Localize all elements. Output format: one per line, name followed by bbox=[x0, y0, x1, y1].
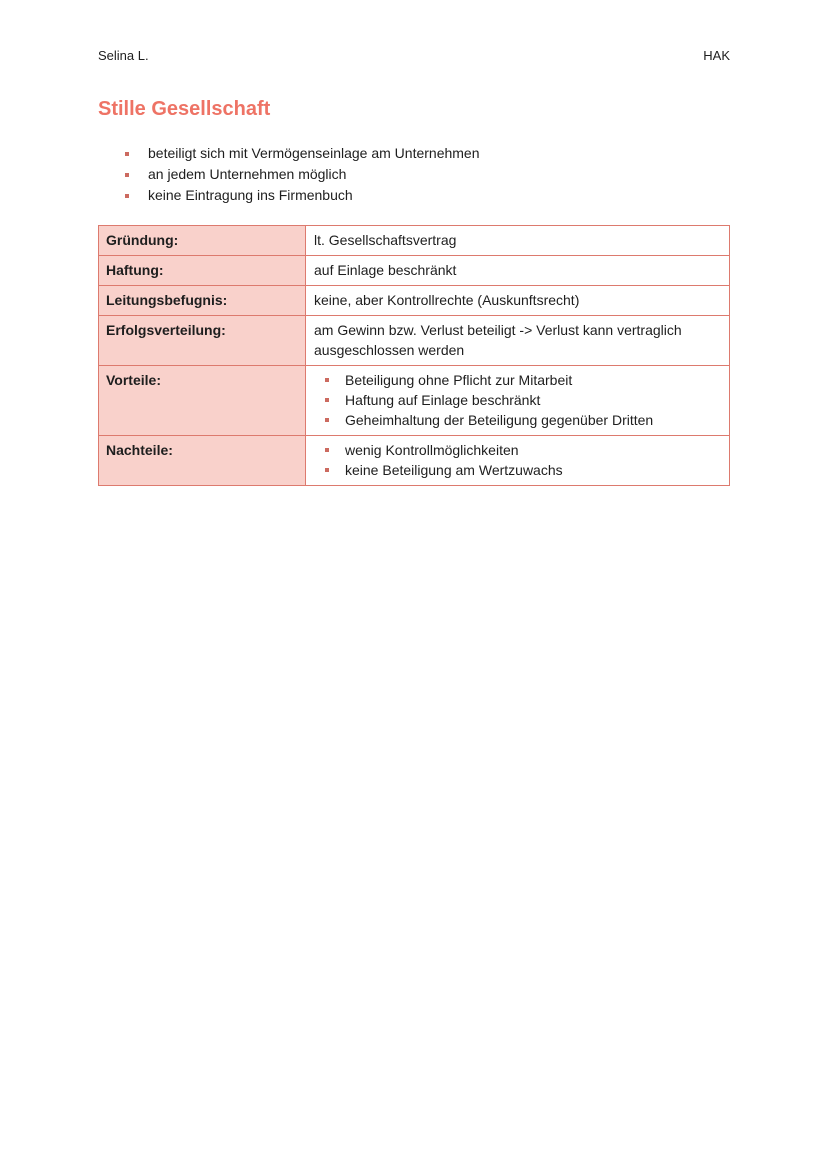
square-bullet-icon bbox=[325, 468, 329, 472]
table-row-label: Nachteile: bbox=[99, 436, 306, 485]
list-item bbox=[98, 185, 730, 206]
list-item bbox=[314, 390, 721, 410]
table-row-label: Vorteile: bbox=[99, 366, 306, 435]
table-row-label: Gründung: bbox=[99, 226, 306, 255]
list-item-text: keine Eintragung ins Firmenbuch bbox=[148, 187, 353, 203]
list-item bbox=[314, 370, 721, 390]
intro-bullet-list bbox=[98, 143, 730, 206]
table-row-value: keine, aber Kontrollrechte (Auskunftsrecht) bbox=[314, 292, 580, 308]
list-item bbox=[314, 440, 721, 460]
square-bullet-icon bbox=[325, 378, 329, 382]
square-bullet-icon bbox=[125, 173, 129, 177]
table-row bbox=[99, 436, 729, 485]
table-row bbox=[99, 256, 729, 286]
table-row-label: Erfolgsverteilung: bbox=[99, 316, 306, 365]
table-row-value: lt. Gesellschaftsvertrag bbox=[314, 232, 457, 248]
cell-bullet-list bbox=[314, 440, 721, 480]
list-item-text: keine Beteiligung am Wertzuwachs bbox=[345, 462, 563, 478]
square-bullet-icon bbox=[125, 194, 129, 198]
table-row-value: am Gewinn bzw. Verlust beteiligt -> Verlust kann vertraglich ausgeschlossen werden bbox=[314, 322, 682, 358]
square-bullet-icon bbox=[325, 398, 329, 402]
header-school: HAK bbox=[703, 48, 730, 63]
list-item-text: wenig Kontrollmöglichkeiten bbox=[345, 442, 519, 458]
header-author: Selina L. bbox=[98, 48, 149, 63]
list-item-text: an jedem Unternehmen möglich bbox=[148, 166, 347, 182]
table-row-value bbox=[306, 436, 729, 485]
page-title: Stille Gesellschaft bbox=[98, 98, 271, 120]
square-bullet-icon bbox=[325, 448, 329, 452]
list-item-text: Geheimhaltung der Beteiligung gegenüber Dritten bbox=[345, 412, 654, 428]
list-item-text: beteiligt sich mit Vermögenseinlage am Unternehmen bbox=[148, 145, 480, 161]
table-row bbox=[99, 316, 729, 366]
list-item bbox=[314, 460, 721, 480]
list-item-text: Beteiligung ohne Pflicht zur Mitarbeit bbox=[345, 372, 573, 388]
page-content bbox=[0, 0, 828, 486]
info-table bbox=[98, 225, 730, 486]
table-row bbox=[99, 286, 729, 316]
table-row-value: auf Einlage beschränkt bbox=[314, 262, 457, 278]
page-header bbox=[98, 48, 730, 64]
table-row bbox=[99, 226, 729, 256]
table-row-label: Haftung: bbox=[99, 256, 306, 285]
square-bullet-icon bbox=[125, 152, 129, 156]
list-item bbox=[98, 164, 730, 185]
cell-bullet-list bbox=[314, 370, 721, 430]
list-item-text: Haftung auf Einlage beschränkt bbox=[345, 392, 541, 408]
table-row-value bbox=[306, 366, 729, 435]
list-item bbox=[98, 143, 730, 164]
square-bullet-icon bbox=[325, 418, 329, 422]
table-row bbox=[99, 366, 729, 436]
table-row-label: Leitungsbefugnis: bbox=[99, 286, 306, 315]
list-item bbox=[314, 410, 721, 430]
